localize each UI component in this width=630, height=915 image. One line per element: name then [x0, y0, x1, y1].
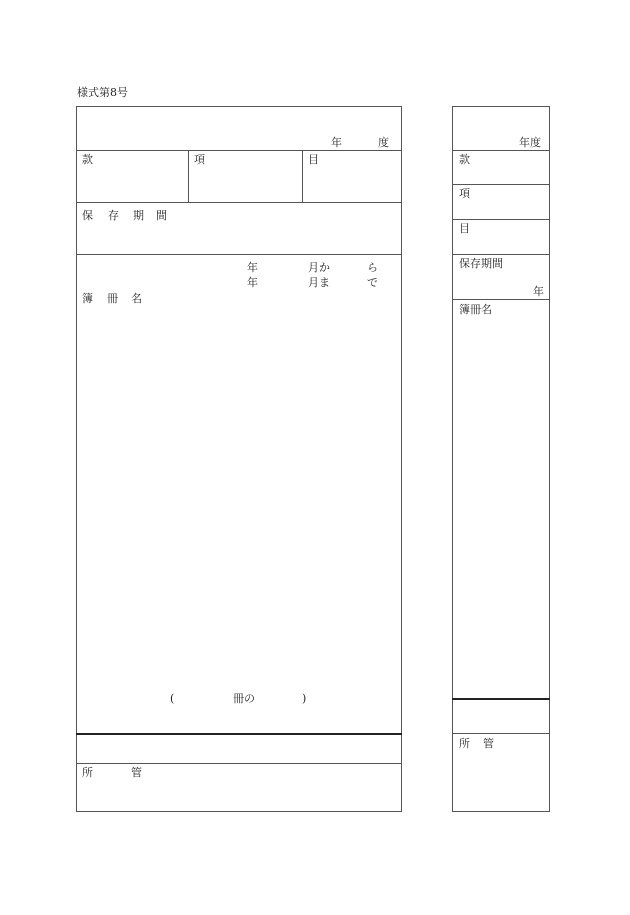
main-retention-char-2: 存 — [108, 209, 119, 222]
main-divider-budget — [76, 202, 402, 203]
spine-divider-moku — [452, 254, 550, 255]
main-period-to-month: 月ま — [308, 276, 330, 289]
main-retention-char-1: 保 — [82, 209, 93, 222]
spine-divider-retention — [452, 299, 550, 300]
main-ledger-char-3: 名 — [131, 292, 142, 305]
spine-ledger-label: 簿冊名 — [459, 303, 492, 316]
main-ledger-char-1: 簿 — [82, 292, 93, 305]
main-office-char-2: 管 — [131, 766, 142, 779]
spine-kou-label: 項 — [459, 187, 470, 200]
main-period-to-suffix: で — [367, 276, 378, 289]
spine-divider-year — [452, 150, 550, 151]
main-retention-char-4: 間 — [156, 209, 167, 222]
spine-divider-thick — [452, 698, 550, 700]
main-split-kan-kou — [188, 150, 189, 202]
spine-form — [452, 106, 550, 812]
spine-fiscal-year: 年度 — [519, 136, 541, 149]
main-volume-mid: 冊の — [233, 692, 255, 705]
main-kan-label: 款 — [82, 153, 93, 166]
main-volume-open-paren: ( — [170, 692, 175, 705]
main-period-from-year: 年 — [247, 261, 258, 274]
main-form — [76, 106, 402, 812]
main-volume-close-paren: ) — [302, 692, 307, 705]
main-year-suffix: 度 — [378, 136, 389, 149]
form-number: 様式第8号 — [77, 86, 128, 99]
spine-divider-kou — [452, 219, 550, 220]
main-divider-retention — [76, 254, 402, 255]
main-office-char-1: 所 — [82, 766, 93, 779]
main-split-kou-moku — [302, 150, 303, 202]
main-period-to-year: 年 — [247, 276, 258, 289]
main-kou-label: 項 — [194, 153, 205, 166]
main-divider-thick — [76, 733, 402, 735]
spine-office-char-1: 所 — [459, 737, 470, 750]
spine-divider-office — [452, 733, 550, 734]
spine-retention-unit: 年 — [533, 285, 544, 298]
spine-retention-label: 保存期間 — [459, 257, 503, 270]
main-period-from-month: 月か — [308, 261, 330, 274]
main-retention-char-3: 期 — [133, 209, 144, 222]
spine-kan-label: 款 — [459, 153, 470, 166]
main-divider-office — [76, 763, 402, 764]
main-divider-title — [76, 150, 402, 151]
main-moku-label: 目 — [308, 153, 319, 166]
main-ledger-char-2: 冊 — [107, 292, 118, 305]
spine-divider-kan — [452, 184, 550, 185]
spine-moku-label: 目 — [459, 222, 470, 235]
main-period-from-suffix: ら — [367, 261, 378, 274]
main-year-label: 年 — [331, 136, 342, 149]
spine-office-char-2: 管 — [483, 737, 494, 750]
